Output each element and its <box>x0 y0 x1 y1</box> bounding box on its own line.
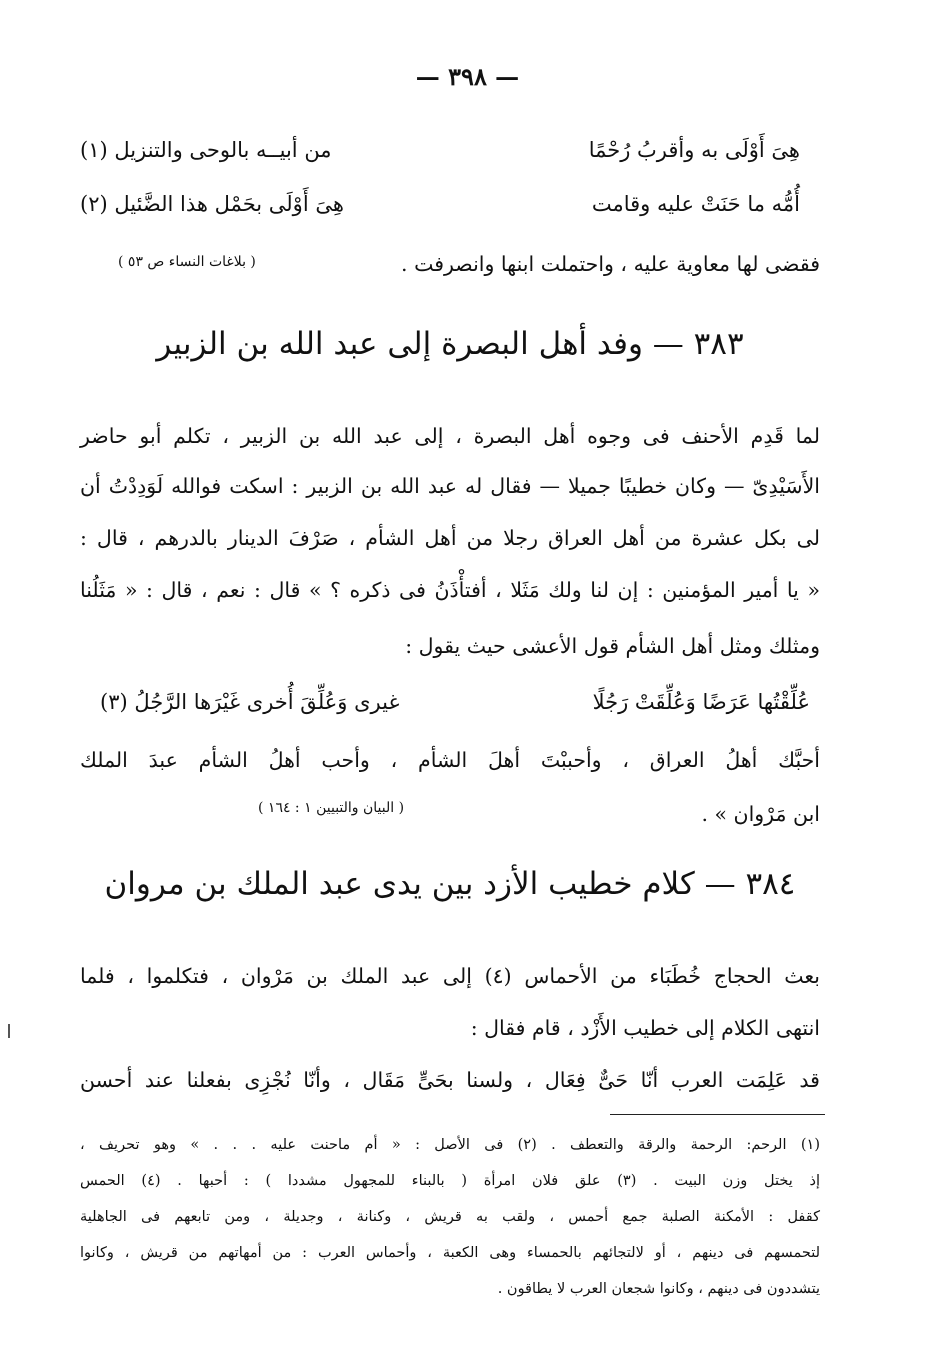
section-heading-384: ٣٨٤ — كلام خطيب الأزد بين يدى عبد الملك بن مروان <box>104 866 796 902</box>
paragraph-line: الأَسَيْدِىّ — وكان خطيبًا جميلا — فقال له عبد الله بن الزبير : اسكت فوالله لَوَدِدْتُ أن <box>80 474 820 498</box>
verse-hemistich-first: أُمُّه ما حَنَتْ عليه وقامت <box>591 192 800 216</box>
verse-line <box>80 184 800 224</box>
page-number: — ٣٩٨ — <box>415 62 520 91</box>
section-383-source: ( البيان والتبيين ١ : ١٦٤ ) <box>258 800 405 816</box>
margin-mark <box>8 1024 10 1038</box>
verse-hemistich-second: من أبيــه بالوحى والتنزيل (١) <box>80 138 332 162</box>
footnote-line: إذ يختل وزن البيت . (٣) علق فلان امرأة ( بالبناء للمجهول مشددا ) : أحبها . (٤) الحمس <box>80 1173 820 1189</box>
paragraph-line: ابن مَرْوان » . <box>701 802 820 826</box>
paragraph-line: انتهى الكلام إلى خطيب الأَزْد ، قام فقال : <box>470 1016 820 1040</box>
verse-hemistich-second: غيرى وَعُلِّقَ أُخرى غَيْرَها الرَّجُلُ (٣) <box>100 690 400 714</box>
verse-hemistich-first: عُلِّقْتُها عَرَضًا وَعُلِّقَتْ رَجُلًا <box>592 690 810 714</box>
verse-line <box>100 682 810 722</box>
closing-source: ( بلاغات النساء ص ٥٣ ) <box>118 254 256 270</box>
section-heading-383: ٣٨٣ — وفد أهل البصرة إلى عبد الله بن الزبير <box>156 326 744 362</box>
verse-line <box>80 130 800 170</box>
verse-hemistich-first: هِىَ أَوْلَى به وأقربُ رُحْمًا <box>588 138 800 162</box>
paragraph-line: ومثلك ومثل أهل الشأم قول الأعشى حيث يقول : <box>405 634 820 658</box>
paragraph-line: قد عَلِمَت العرب أنّا حَىٌّ فِعَال ، ولسنا بحَىٍّ مَقَال ، وأنّا نُجْزِى بفعلنا عند أحسن <box>80 1068 820 1092</box>
paragraph-line: لما قَدِم الأحنف فى وجوه أهل البصرة ، إلى عبد الله بن الزبير ، تكلم أبو حاضر <box>80 424 820 448</box>
footnote-line: (١) الرحم: الرحمة والرقة والتعطف . (٢) فى الأصل : « أم ماحنت عليه . . . » وهو تحريف ، <box>80 1137 820 1153</box>
paragraph-line: « يا أمير المؤمنين : إن لنا ولك مَثَلا ، أفتأْذَنُ فى ذكره ؟ » قال : نعم ، قال : « مَثَلُنا <box>80 578 820 602</box>
verse-hemistich-second: هِىَ أَوْلَى بحَمْل هذا الضَّئيل (٢) <box>80 192 344 216</box>
paragraph-line: لى بكل عشرة من أهل العراق رجلا من أهل الشأم ، صَرْفَ الدينار بالدرهم ، قال : <box>80 526 820 550</box>
paragraph-line: أحبَّك أهلُ العراق ، وأحببْتَ أهلَ الشأم ، وأحب أهلُ الشأم عبدَ الملك <box>80 748 820 772</box>
paragraph-line: بعث الحجاج خُطَبَاء من الأحماس (٤) إلى عبد الملك بن مَرْوان ، فتكلموا ، فلما <box>80 964 820 988</box>
footnote-line: لتحمسهم فى دينهم ، أو لالتجائهم بالحمساء وهى الكعبة ، وأحماس العرب : من أمهاتهم من قريش ، وكانوا <box>80 1245 820 1261</box>
footnote-divider <box>610 1114 825 1115</box>
closing-line: فقضى لها معاوية عليه ، واحتملت ابنها وانصرفت . <box>401 252 820 276</box>
footnote-line: كقفل : الأمكنة الصلبة جمع أحمس ، ولقب به قريش ، وكنانة ، وجديلة ، ومن تابعهم فى الجاهلية <box>80 1209 820 1225</box>
footnote-line: يتشددون فى دينهم ، وكانوا شجعان العرب لا يطاقون . <box>497 1281 820 1297</box>
